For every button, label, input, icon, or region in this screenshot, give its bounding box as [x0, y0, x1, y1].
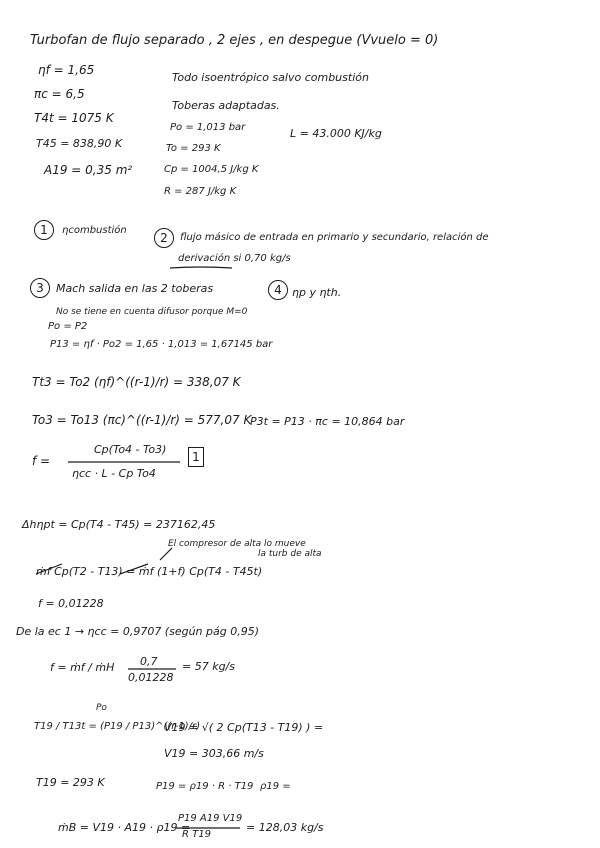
work-f-numerator: Cp(To4 - To3) [94, 443, 167, 456]
question-3-text: Mach salida en las 2 toberas [56, 282, 214, 295]
data-po: Po = 1,013 bar [170, 122, 246, 133]
data-r: R = 287 J/kg K [164, 186, 237, 197]
work-po-superscript: Po [96, 703, 107, 713]
work-f-denominator: ηcc · L - Cp To4 [72, 467, 156, 480]
strikeout-mass-flow-left [36, 564, 62, 574]
data-to: To = 293 K [166, 143, 221, 154]
question-2-text-cont: derivación si 0,70 kg/s [178, 253, 291, 264]
work-mass-flow-b: ṁB = V19 · A19 · ρ19 = [58, 821, 191, 834]
work-delta-h: Δhηpt = Cp(T4 - T45) = 237162,45 [22, 518, 216, 531]
data-cp: Cp = 1004,5 J/kg K [164, 164, 259, 175]
data-heating-value: L = 43.000 KJ/kg [290, 127, 382, 140]
work-compressor-note-2: la turb de alta [258, 549, 322, 559]
equation-number-box: 1 [188, 447, 204, 467]
work-p3t: P3t = P13 · πc = 10,864 bar [250, 415, 405, 428]
question-number-3: 3 [30, 278, 50, 298]
work-f-label: f = [32, 454, 51, 468]
strikeout-mass-flow-right [120, 564, 148, 574]
data-a19: A19 = 0,35 m² [44, 163, 133, 177]
question-4-text: ηp y ηth. [292, 286, 342, 299]
data-fan-ratio: ηf = 1,65 [38, 63, 95, 77]
work-mass-flow-den: 0,01228 [128, 671, 174, 684]
work-t19: T19 = 293 K [36, 776, 105, 789]
work-temperature-ratio: T19 / T13t = (P19 / P13)^((r-1)/r) [34, 721, 201, 732]
work-energy-balance: ṁf Cp(T2 - T13) = ṁf (1+f) Cp(T4 - T45t) [36, 565, 263, 578]
work-po-equals-p2: Po = P2 [48, 321, 88, 332]
work-v19-result: V19 = 303,66 m/s [164, 747, 264, 760]
question-number-2: 2 [154, 228, 174, 248]
work-tt3: Tt3 = To2 (ηf)^((r-1)/r) = 338,07 K [32, 375, 241, 389]
work-p19: P19 = ρ19 · R · T19 [156, 781, 254, 792]
work-mass-flow-result: = 57 kg/s [182, 660, 235, 673]
work-compressor-note: El compresor de alta lo mueve [168, 539, 306, 549]
work-mass-flow-b-den: R T19 [182, 829, 211, 840]
work-combustion-efficiency: De la ec 1 → ηcc = 0,9707 (según pág 0,95) [16, 625, 260, 638]
data-t45: T45 = 838,90 K [36, 137, 123, 150]
data-compressor-ratio: πc = 6,5 [34, 87, 85, 101]
work-p13: P13 = ηf · Po2 = 1,65 · 1,013 = 1,67145 bar [50, 339, 273, 350]
work-mass-flow-b-result: = 128,03 kg/s [246, 821, 324, 834]
problem-title: Turbofan de flujo separado , 2 ejes , en despegue (Vvuelo = 0) [30, 33, 439, 48]
work-mass-flow-num: 0,7 [140, 655, 158, 668]
data-t4t: T4t = 1075 K [34, 111, 114, 125]
question-number-4: 4 [268, 280, 288, 300]
work-f-value: f = 0,01228 [38, 597, 104, 610]
question-1-text: ηcombustión [62, 225, 127, 236]
question-2-text: flujo másico de entrada en primario y secundario, relación de [180, 232, 489, 243]
note-nozzles: Toberas adaptadas. [172, 99, 280, 112]
work-rho19: ρ19 = [260, 781, 291, 792]
work-mass-flow-b-num: P19 A19 V19 [178, 813, 243, 824]
work-mass-flow-f: f = ṁf / ṁH [50, 661, 115, 674]
question-number-1: 1 [34, 220, 54, 240]
underline-0-70 [170, 267, 232, 268]
work-diffuser-note: No se tiene en cuenta difusor porque M=0 [56, 307, 248, 317]
work-to3: To3 = To13 (πc)^((r-1)/r) = 577,07 K [32, 413, 252, 427]
pointer-note [160, 548, 172, 560]
work-v19-formula: V19 = √( 2 Cp(T13 - T19) ) = [164, 721, 324, 734]
note-isentropic: Todo isoentrópico salvo combustión [172, 71, 369, 84]
